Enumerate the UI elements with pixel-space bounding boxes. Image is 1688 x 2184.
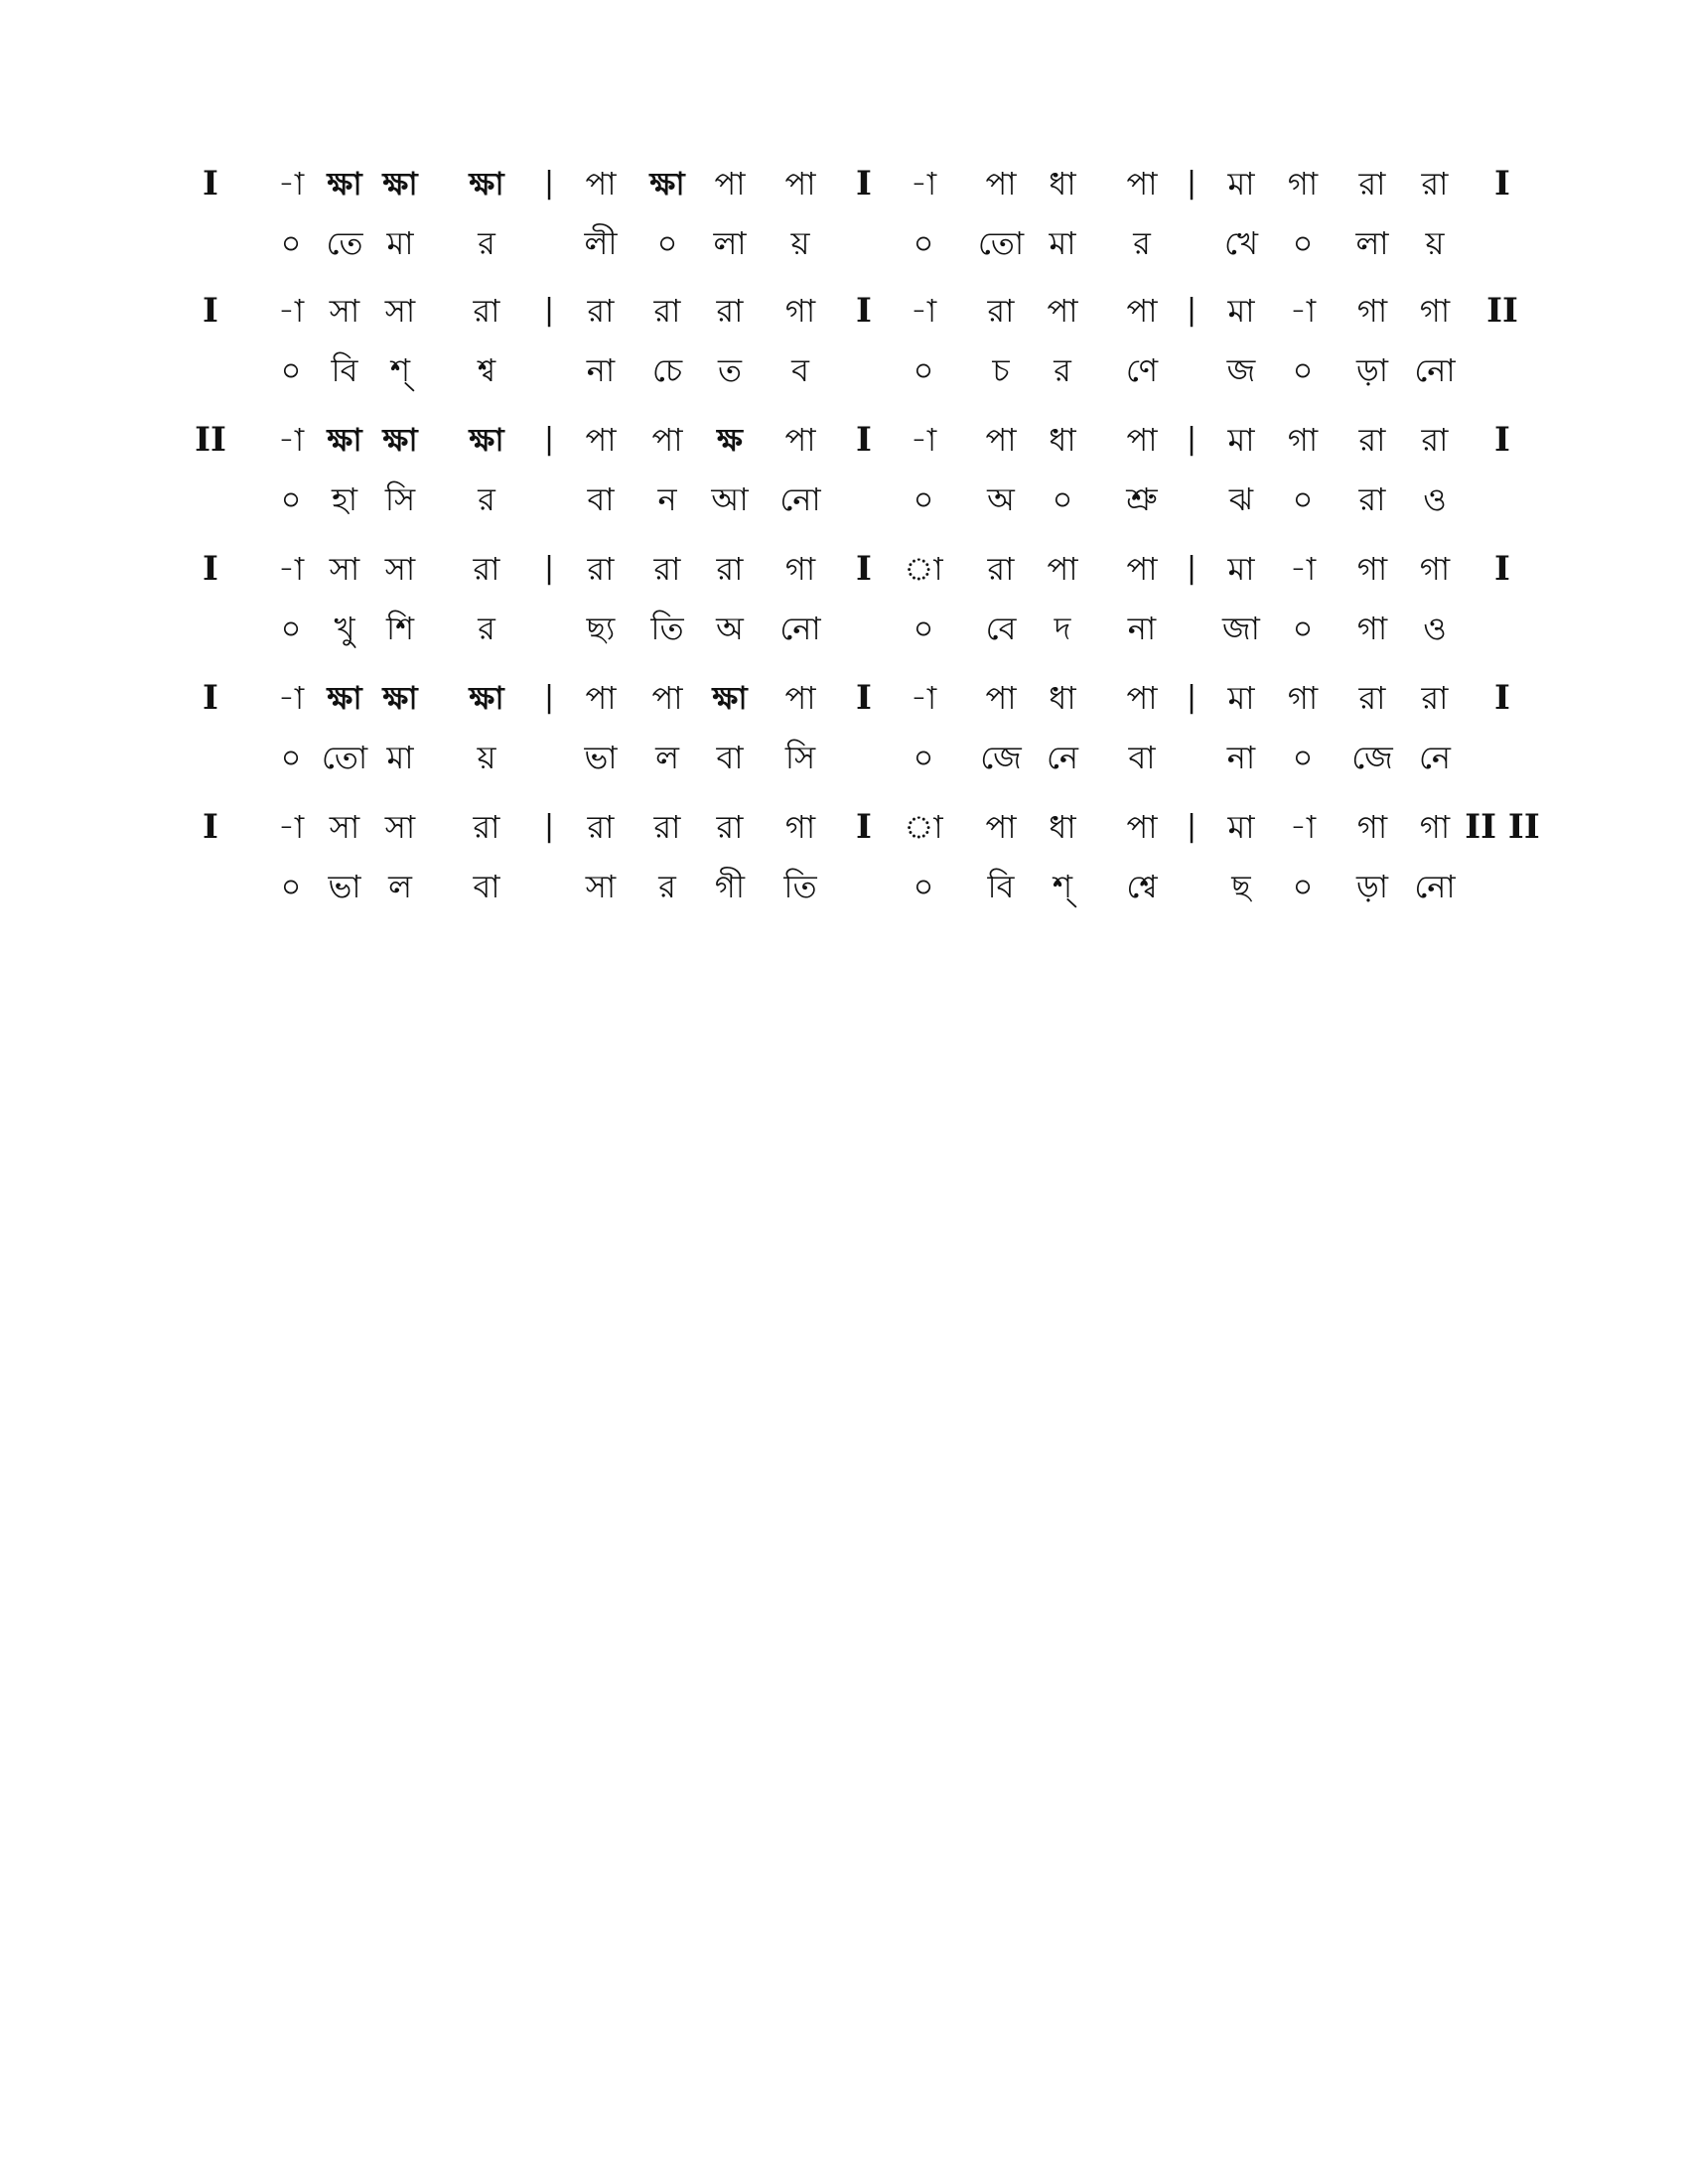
beat-divider: | — [543, 551, 555, 586]
swara-note: গা — [1356, 292, 1388, 330]
lyric-syllable: য় — [477, 739, 496, 776]
swara-note: মা — [1227, 165, 1255, 203]
lyric-syllable: নো — [1414, 351, 1456, 389]
swara-note: সা — [384, 292, 416, 330]
swara-note: রা — [587, 292, 615, 330]
lyric-syllable: ০ — [280, 351, 302, 389]
swara-note: রা — [473, 808, 500, 846]
lyric-syllable: ০ — [280, 739, 302, 776]
swara-note: পা — [985, 421, 1017, 459]
swara-note: পা — [1126, 808, 1158, 846]
swara-note: ক্ষা — [712, 679, 748, 717]
swara-note: -া — [277, 165, 305, 203]
bar-line: I — [856, 164, 872, 204]
lyric-syllable: শ্রু — [1126, 480, 1158, 518]
lyric-line-6 — [0, 862, 1688, 911]
swara-note: গা — [784, 550, 816, 588]
lyric-syllable: লী — [584, 224, 618, 262]
swara-note: ক্ষা — [327, 421, 362, 459]
lyric-syllable: ল — [388, 868, 412, 905]
swara-note: রা — [716, 550, 744, 588]
beat-divider: | — [1186, 809, 1197, 844]
lyric-syllable: লা — [713, 224, 747, 262]
bar-line: I — [203, 678, 218, 718]
swara-note: পা — [585, 679, 617, 717]
lyric-syllable: র — [1054, 351, 1071, 389]
swara-note: পা — [585, 421, 617, 459]
beat-divider: | — [1186, 422, 1197, 457]
swara-note: পা — [585, 165, 617, 203]
beat-divider: | — [543, 166, 555, 201]
lyric-syllable: র — [1133, 224, 1151, 262]
lyric-syllable: খু — [334, 610, 355, 647]
lyric-syllable: র — [478, 610, 495, 647]
lyric-line-2 — [0, 345, 1688, 395]
lyric-syllable: ০ — [280, 480, 302, 518]
swara-note: রা — [587, 808, 615, 846]
lyric-syllable: ০ — [280, 610, 302, 647]
bar-line: I — [203, 291, 218, 331]
lyric-syllable: সা — [585, 868, 617, 905]
swara-note: ক্ষা — [469, 165, 504, 203]
swara-note: -া — [277, 292, 305, 330]
swara-note: গা — [1356, 550, 1388, 588]
lyric-syllable: না — [1127, 610, 1157, 647]
lyric-syllable: নে — [1418, 739, 1452, 776]
lyric-syllable: হা — [331, 480, 358, 518]
bar-line: I — [856, 807, 872, 847]
swara-note: পা — [784, 165, 816, 203]
swara-note: পা — [1126, 292, 1158, 330]
lyric-syllable: জে — [980, 739, 1022, 776]
lyric-syllable: মা — [386, 739, 414, 776]
lyric-line-5 — [0, 733, 1688, 782]
lyric-syllable: ল — [655, 739, 679, 776]
lyric-syllable: সি — [784, 739, 816, 776]
swara-note: পা — [651, 679, 683, 717]
bar-line: I — [1494, 164, 1510, 204]
lyric-syllable: ০ — [913, 480, 934, 518]
bar-line: I — [203, 164, 218, 204]
swara-note: গা — [1419, 292, 1451, 330]
lyric-syllable: ও — [1423, 610, 1447, 647]
swara-note: গা — [1419, 808, 1451, 846]
swara-note: রা — [653, 550, 681, 588]
lyric-syllable: ভা — [584, 739, 618, 776]
swara-note: গা — [784, 808, 816, 846]
swara-note: ক্ষা — [469, 679, 504, 717]
beat-divider: | — [1186, 293, 1197, 328]
swara-line-2 — [0, 286, 1688, 336]
swara-note: ধা — [1049, 421, 1076, 459]
swara-note: পা — [1126, 550, 1158, 588]
lyric-syllable: ড়া — [1355, 351, 1389, 389]
swara-note: গা — [1287, 165, 1319, 203]
lyric-syllable: ও — [1423, 480, 1447, 518]
swara-note: রা — [716, 808, 744, 846]
swara-note: সা — [329, 550, 360, 588]
lyric-syllable: চে — [651, 351, 683, 389]
lyric-syllable: ০ — [913, 351, 934, 389]
lyric-syllable: ০ — [280, 224, 302, 262]
lyric-syllable: লা — [1355, 224, 1389, 262]
swara-note: ক্ষা — [382, 421, 418, 459]
bar-line: I — [1494, 678, 1510, 718]
lyric-syllable: শি — [385, 610, 415, 647]
swara-note: রা — [473, 292, 500, 330]
swara-note: -া — [277, 550, 305, 588]
swara-note: রা — [1421, 421, 1449, 459]
swara-note: পা — [1126, 165, 1158, 203]
swara-line-4 — [0, 544, 1688, 594]
lyric-line-4 — [0, 604, 1688, 653]
swara-note: রা — [473, 550, 500, 588]
swara-note: রা — [987, 550, 1015, 588]
lyric-syllable: সি — [384, 480, 416, 518]
lyric-line-3 — [0, 475, 1688, 524]
lyric-syllable: আ — [711, 480, 749, 518]
beat-divider: | — [1186, 166, 1197, 201]
swara-note: গা — [1287, 421, 1319, 459]
lyric-syllable: ঝ — [1228, 480, 1254, 518]
lyric-syllable: তি — [650, 610, 684, 647]
bar-line: I — [856, 420, 872, 460]
swara-note: রা — [653, 292, 681, 330]
lyric-syllable: চ — [992, 351, 1010, 389]
lyric-syllable: গা — [1356, 610, 1388, 647]
lyric-syllable: নো — [1414, 868, 1456, 905]
swara-note: রা — [1358, 421, 1386, 459]
swara-note: -া — [1289, 550, 1317, 588]
swara-note: গা — [1419, 550, 1451, 588]
lyric-syllable: নে — [1046, 739, 1079, 776]
swara-note: পা — [784, 421, 816, 459]
bar-line: I — [1494, 549, 1510, 589]
lyric-syllable: না — [586, 351, 616, 389]
lyric-syllable: নো — [779, 480, 821, 518]
lyric-syllable: ০ — [913, 868, 934, 905]
lyric-syllable: জ — [1226, 351, 1256, 389]
lyric-syllable: দ — [1054, 610, 1071, 647]
lyric-syllable: গী — [714, 868, 746, 905]
bar-line: I — [203, 807, 218, 847]
bar-line: II — [1486, 291, 1518, 331]
notation-sheet — [0, 0, 1688, 993]
lyric-syllable: বি — [987, 868, 1015, 905]
bar-line: II II — [1465, 807, 1540, 847]
lyric-syllable: শ্ — [1052, 868, 1073, 905]
swara-note: ক্ষা — [327, 679, 362, 717]
lyric-syllable: তো — [977, 224, 1025, 262]
lyric-syllable: ড়া — [1355, 868, 1389, 905]
swara-note: রা — [1421, 679, 1449, 717]
lyric-syllable: ব — [791, 351, 809, 389]
swara-note: -া — [1289, 292, 1317, 330]
lyric-syllable: র — [658, 868, 676, 905]
swara-note: পা — [784, 679, 816, 717]
swara-note: মা — [1227, 421, 1255, 459]
lyric-syllable: ০ — [1292, 480, 1314, 518]
swara-note: ধা — [1049, 808, 1076, 846]
lyric-syllable: অ — [987, 480, 1015, 518]
swara-note: রা — [1358, 165, 1386, 203]
lyric-syllable: ০ — [1292, 868, 1314, 905]
lyric-syllable: ০ — [913, 739, 934, 776]
lyric-syllable: বা — [716, 739, 744, 776]
swara-note: ক্ষা — [382, 165, 418, 203]
swara-note: ক্ষা — [327, 165, 362, 203]
swara-note: া — [904, 550, 943, 588]
swara-note: পা — [1126, 679, 1158, 717]
swara-note: ধা — [1049, 679, 1076, 717]
swara-note: মা — [1227, 808, 1255, 846]
swara-note: সা — [384, 808, 416, 846]
swara-note: -া — [1289, 808, 1317, 846]
swara-note: -া — [277, 808, 305, 846]
swara-note: পা — [985, 679, 1017, 717]
lyric-syllable: বা — [473, 868, 500, 905]
bar-line: I — [856, 678, 872, 718]
swara-note: রা — [716, 292, 744, 330]
lyric-syllable: র — [478, 480, 495, 518]
swara-note: পা — [1126, 421, 1158, 459]
lyric-syllable: তে — [326, 224, 363, 262]
lyric-syllable: ত — [717, 351, 743, 389]
swara-note: রা — [587, 550, 615, 588]
swara-note: পা — [1047, 292, 1078, 330]
lyric-syllable: না — [1226, 739, 1256, 776]
lyric-syllable: ০ — [656, 224, 678, 262]
lyric-syllable: ছ্য — [586, 610, 616, 647]
swara-line-5 — [0, 673, 1688, 723]
swara-note: গা — [784, 292, 816, 330]
bar-line: I — [856, 549, 872, 589]
swara-note: -া — [910, 421, 937, 459]
lyric-syllable: য় — [1425, 224, 1445, 262]
lyric-syllable: ০ — [280, 868, 302, 905]
swara-note: ক্ষ — [717, 421, 743, 459]
swara-note: ক্ষা — [469, 421, 504, 459]
beat-divider: | — [543, 680, 555, 715]
swara-note: া — [904, 808, 943, 846]
swara-note: সা — [329, 292, 360, 330]
lyric-syllable: ০ — [1292, 351, 1314, 389]
lyric-syllable: ০ — [1292, 739, 1314, 776]
swara-note: রা — [653, 808, 681, 846]
swara-note: ক্ষা — [649, 165, 685, 203]
lyric-syllable: ণে — [1125, 351, 1159, 389]
swara-note: গা — [1356, 808, 1388, 846]
lyric-syllable: তি — [783, 868, 817, 905]
lyric-syllable: য় — [790, 224, 810, 262]
lyric-syllable: ০ — [1292, 610, 1314, 647]
swara-note: -া — [910, 165, 937, 203]
lyric-syllable: ০ — [913, 224, 934, 262]
swara-note: রা — [1421, 165, 1449, 203]
lyric-syllable: খে — [1224, 224, 1258, 262]
bar-line: I — [1494, 420, 1510, 460]
lyric-syllable: ০ — [1052, 480, 1073, 518]
bar-line: II — [195, 420, 226, 460]
swara-line-3 — [0, 415, 1688, 465]
swara-note: -া — [910, 292, 937, 330]
swara-note: সা — [329, 808, 360, 846]
beat-divider: | — [543, 809, 555, 844]
lyric-syllable: মা — [386, 224, 414, 262]
swara-line-1 — [0, 159, 1688, 208]
swara-note: পা — [714, 165, 746, 203]
lyric-syllable: রা — [1358, 480, 1386, 518]
bar-line: I — [856, 291, 872, 331]
lyric-syllable: ভা — [328, 868, 361, 905]
swara-note: মা — [1227, 550, 1255, 588]
lyric-syllable: বা — [1128, 739, 1156, 776]
lyric-syllable: বি — [331, 351, 358, 389]
beat-divider: | — [1186, 551, 1197, 586]
swara-note: ধা — [1049, 165, 1076, 203]
swara-note: -া — [910, 679, 937, 717]
beat-divider: | — [543, 293, 555, 328]
lyric-syllable: শ্ব — [477, 351, 496, 389]
lyric-syllable: ০ — [913, 610, 934, 647]
bar-line: I — [203, 549, 218, 589]
swara-note: পা — [651, 421, 683, 459]
lyric-syllable: বা — [587, 480, 615, 518]
lyric-syllable: অ — [716, 610, 744, 647]
swara-note: সা — [384, 550, 416, 588]
swara-note: ক্ষা — [382, 679, 418, 717]
lyric-syllable: নো — [779, 610, 821, 647]
swara-note: পা — [985, 165, 1017, 203]
lyric-syllable: র — [478, 224, 495, 262]
swara-note: রা — [1358, 679, 1386, 717]
swara-line-6 — [0, 802, 1688, 852]
beat-divider: | — [543, 422, 555, 457]
lyric-syllable: শ্বে — [1126, 868, 1158, 905]
swara-note: -া — [277, 421, 305, 459]
beat-divider: | — [1186, 680, 1197, 715]
swara-note: গা — [1287, 679, 1319, 717]
swara-note: পা — [985, 808, 1017, 846]
swara-note: মা — [1227, 679, 1255, 717]
swara-note: -া — [277, 679, 305, 717]
lyric-syllable: তো — [321, 739, 368, 776]
swara-note: রা — [987, 292, 1015, 330]
lyric-syllable: ছ — [1231, 868, 1251, 905]
lyric-syllable: ন — [657, 480, 677, 518]
swara-note: মা — [1227, 292, 1255, 330]
lyric-syllable: মা — [1049, 224, 1076, 262]
lyric-syllable: জে — [1351, 739, 1393, 776]
lyric-syllable: শ্ — [389, 351, 411, 389]
lyric-line-1 — [0, 218, 1688, 268]
lyric-syllable: ০ — [1292, 224, 1314, 262]
lyric-syllable: বে — [985, 610, 1017, 647]
swara-note: পা — [1047, 550, 1078, 588]
lyric-syllable: জা — [1222, 610, 1260, 647]
